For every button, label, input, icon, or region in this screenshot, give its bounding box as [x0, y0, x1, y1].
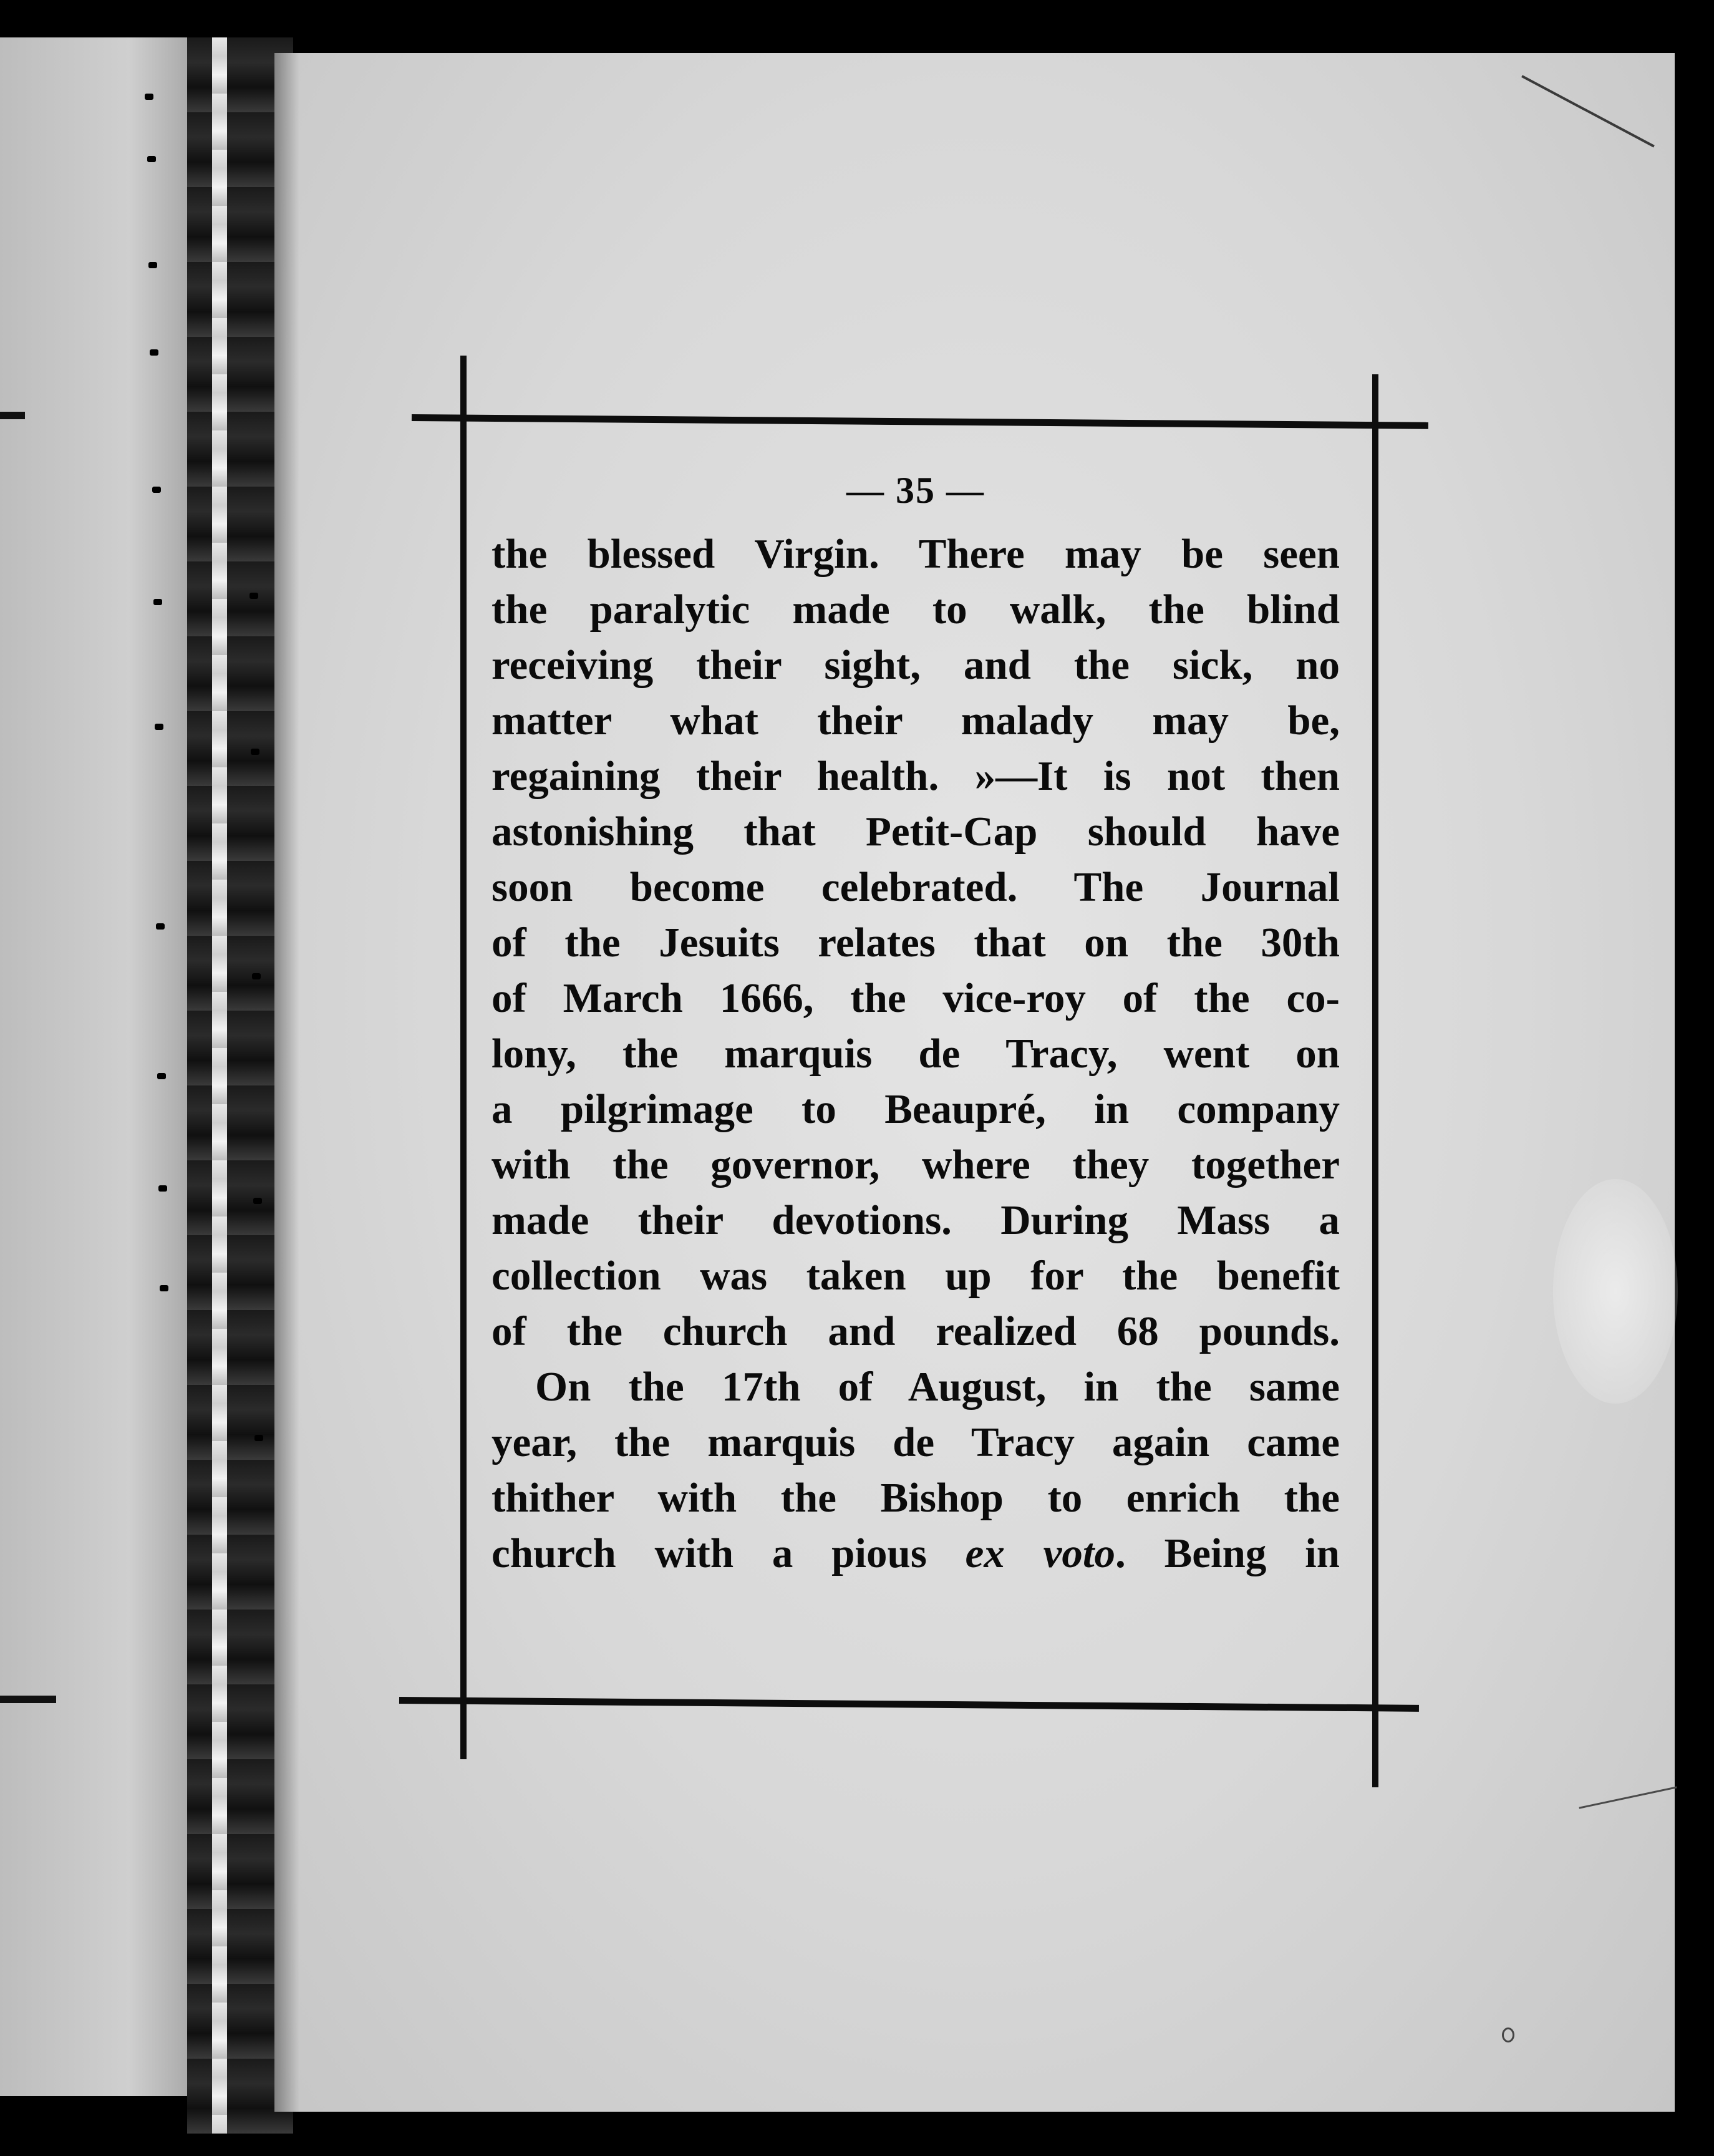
binding-stitch — [252, 973, 261, 979]
text-run: church with a pious — [491, 1530, 966, 1576]
page-number: — 35 — — [846, 470, 985, 511]
previous-page-rule — [0, 1696, 56, 1703]
text-line: the paralytic made to walk, the blind — [491, 586, 1340, 633]
page-gutter-shadow — [274, 53, 299, 2112]
text-line: collection was taken up for the benefit — [491, 1253, 1340, 1299]
text-line: of March 1666, the vice-roy of the co- — [491, 975, 1340, 1021]
text-line: year, the marquis de Tracy again came — [491, 1419, 1340, 1465]
binding-stitch — [145, 94, 153, 100]
binding-stitch — [150, 349, 158, 356]
binding-stitch — [251, 749, 259, 755]
text-line: astonishing that Petit-Cap should have — [491, 808, 1340, 855]
text-line: of the Jesuits relates that on the 30th — [491, 920, 1340, 966]
italic-text-run: ex voto — [965, 1530, 1116, 1576]
text-line: lony, the marquis de Tracy, went on — [491, 1031, 1340, 1077]
text-line: with the governor, where they together — [491, 1142, 1340, 1188]
body-text — [491, 527, 1340, 1581]
binding-stitch — [158, 1185, 167, 1192]
text-line — [491, 1526, 1340, 1581]
binding-stitch — [156, 923, 165, 930]
text-line: made their devotions. During Mass a — [491, 1197, 1340, 1243]
text-line: soon become celebrated. The Journal — [491, 864, 1340, 910]
binding-stitch — [249, 593, 258, 599]
text-line: matter what their malady may be, — [491, 697, 1340, 744]
frame-rule-left — [460, 356, 467, 1759]
previous-page-rule — [0, 412, 25, 419]
page-blemish — [1502, 2027, 1514, 2042]
frame-rule-right — [1372, 374, 1378, 1787]
page-text-block — [491, 462, 1340, 1581]
text-line: receiving their sight, and the sick, no — [491, 642, 1340, 688]
text-run: . Being in — [1115, 1530, 1340, 1576]
previous-page-edge — [0, 37, 215, 2096]
text-line: of the church and realized 68 pounds. — [491, 1308, 1340, 1354]
binding-stitch — [157, 1073, 166, 1079]
text-line: a pilgrimage to Beaupré, in company — [491, 1086, 1340, 1132]
page-stain — [1553, 1179, 1678, 1404]
binding-stitch — [153, 599, 162, 605]
text-line: On the 17th of August, in the same — [535, 1364, 1340, 1410]
text-line: thither with the Bishop to enrich the — [491, 1475, 1340, 1521]
binding-paper-edge — [212, 37, 227, 2134]
binding-stitch — [147, 156, 156, 162]
binding-stitch — [152, 487, 161, 493]
binding-stitch — [253, 1198, 262, 1204]
binding-stitch — [254, 1435, 263, 1441]
binding-stitch — [160, 1285, 168, 1291]
binding-stitch — [155, 724, 163, 730]
text-line: regaining their health. »—It is not then — [491, 753, 1340, 799]
text-line: the blessed Virgin. There may be seen — [491, 531, 1340, 577]
binding-stitch — [148, 262, 157, 268]
